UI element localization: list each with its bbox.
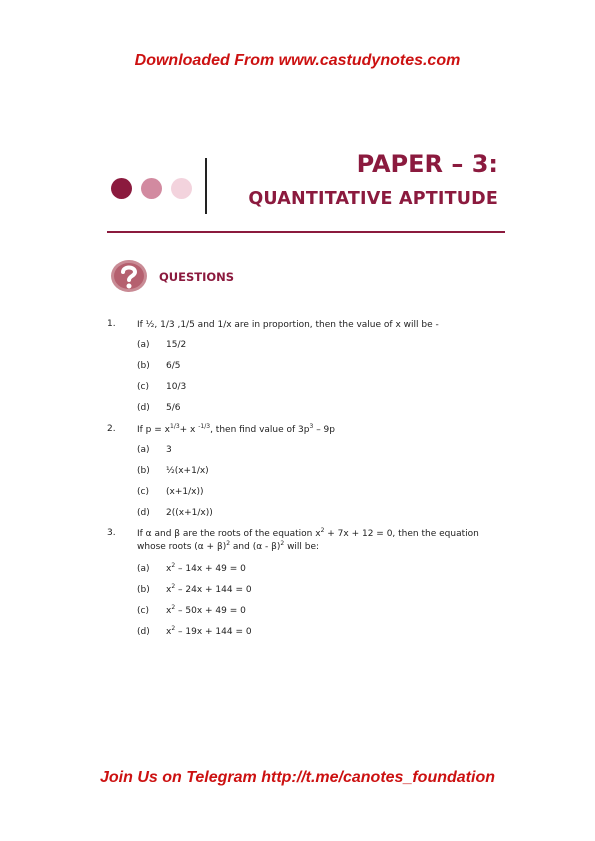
option-text: $x^2 - 24x + 144 = 0$ (166, 583, 252, 595)
question-text-line: whose roots $(\alpha + \beta)^2$ and (α - β)$^2$ will be: (137, 540, 320, 552)
option-text: 2((x+1/x)) (166, 508, 213, 518)
question-number: 1. (107, 319, 116, 329)
option-label: (d) (137, 627, 150, 637)
option-label: (a) (137, 445, 150, 455)
page-subtitle: QUANTITATIVE APTITUDE (248, 189, 498, 209)
option-text: 10/3 (166, 382, 187, 392)
option-label: (d) (137, 508, 150, 518)
download-banner[interactable]: Downloaded From www.castudynotes.com (134, 52, 461, 69)
option-text: 5/6 (166, 403, 181, 413)
question-text: If $p = x^{1/3}+ x$ $^{-1/3}$, then find value of $3p^3 - 9p$ (137, 423, 335, 435)
telegram-banner[interactable]: Join Us on Telegram http://t.me/canotes_foundation (100, 769, 495, 786)
section-heading: QUESTIONS (159, 270, 235, 284)
question-text: If ½, 1/3 ,1/5 and 1/x are in proportion, then the value of x will be - (137, 320, 439, 330)
option-text: (x+1/x)) (166, 487, 204, 497)
option-text: 15/2 (166, 340, 187, 350)
option-label: (c) (137, 606, 149, 616)
option-label: (b) (137, 361, 150, 371)
option-text: $x^2 - 14x + 49 = 0$ (166, 562, 246, 574)
option-text: $x^2 - 19x + 144 = 0$ (166, 625, 252, 637)
option-text: 3 (166, 445, 172, 455)
option-label: (a) (137, 340, 150, 350)
option-label: (a) (137, 564, 150, 574)
option-label: (c) (137, 382, 149, 392)
option-label: (b) (137, 585, 150, 595)
option-label: (c) (137, 487, 149, 497)
question-number: 3. (107, 528, 116, 538)
page-title: PAPER – 3: (356, 150, 498, 178)
question-number: 2. (107, 424, 116, 434)
question-text-line: If α and β are the roots of the equation $x^2 + 7x + 12 = 0$, then the equation (137, 527, 479, 539)
question-text (137, 528, 507, 554)
option-label: (b) (137, 466, 150, 476)
option-text: $x^2 - 50x + 49 = 0$ (166, 604, 246, 616)
option-text: ½(x+1/x) (166, 466, 209, 476)
option-text: 6/5 (166, 361, 181, 371)
option-label: (d) (137, 403, 150, 413)
